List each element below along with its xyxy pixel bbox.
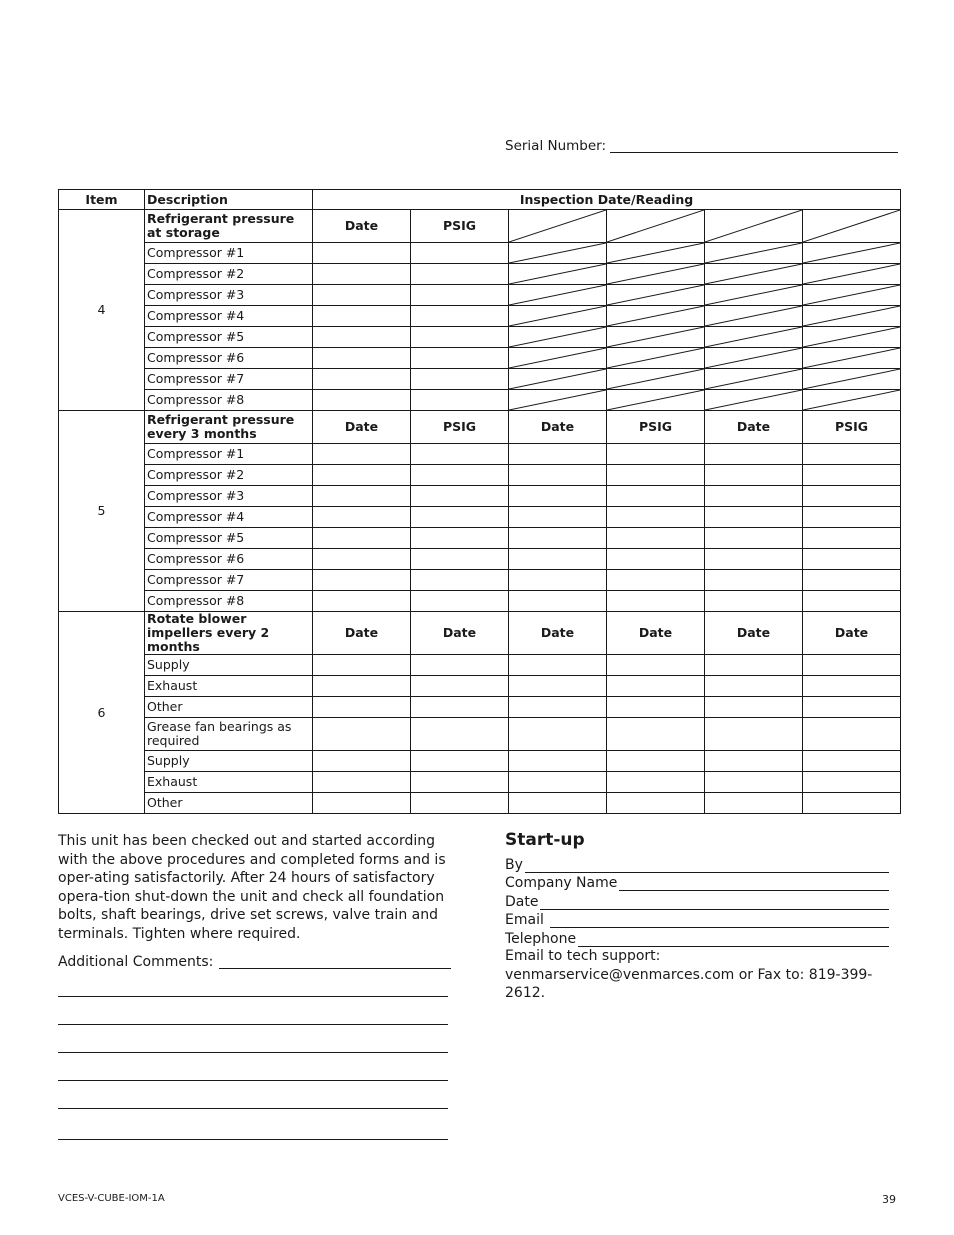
not-applicable-cell xyxy=(509,285,607,306)
not-applicable-cell xyxy=(705,390,803,411)
entry-cell[interactable] xyxy=(803,528,901,549)
not-applicable-cell xyxy=(509,348,607,369)
section-heading: Refrigerant pressure at storage xyxy=(145,210,313,243)
serial-number-line xyxy=(610,152,898,153)
entry-cell[interactable] xyxy=(803,751,901,772)
entry-cell[interactable] xyxy=(803,718,901,751)
row-description: Compressor #4 xyxy=(145,306,313,327)
entry-cell[interactable] xyxy=(705,591,803,612)
inspection-table xyxy=(58,189,901,814)
entry-cell[interactable] xyxy=(509,772,607,793)
entry-cell[interactable] xyxy=(313,327,411,348)
row-description: Compressor #7 xyxy=(145,570,313,591)
entry-cell[interactable] xyxy=(803,486,901,507)
not-applicable-cell xyxy=(607,390,705,411)
column-label: Date xyxy=(803,612,901,655)
comment-line xyxy=(58,1024,448,1025)
row-description: Compressor #6 xyxy=(145,348,313,369)
entry-cell[interactable] xyxy=(607,697,705,718)
entry-cell[interactable] xyxy=(803,549,901,570)
not-applicable-cell xyxy=(803,306,901,327)
entry-cell[interactable] xyxy=(607,465,705,486)
entry-cell[interactable] xyxy=(509,570,607,591)
not-applicable-cell xyxy=(509,243,607,264)
not-applicable-cell xyxy=(509,390,607,411)
not-applicable-cell xyxy=(803,264,901,285)
entry-cell[interactable] xyxy=(313,264,411,285)
entry-cell[interactable] xyxy=(411,348,509,369)
row-description: Compressor #1 xyxy=(145,444,313,465)
startup-field-company: Company Name xyxy=(505,873,889,892)
entry-cell[interactable] xyxy=(313,243,411,264)
entry-cell[interactable] xyxy=(803,591,901,612)
not-applicable-cell xyxy=(705,264,803,285)
entry-cell[interactable] xyxy=(411,570,509,591)
entry-cell[interactable] xyxy=(705,486,803,507)
not-applicable-cell xyxy=(803,210,901,243)
column-label: PSIG xyxy=(411,210,509,243)
entry-cell[interactable] xyxy=(803,655,901,676)
entry-cell[interactable] xyxy=(607,718,705,751)
not-applicable-cell xyxy=(607,327,705,348)
not-applicable-cell xyxy=(705,327,803,348)
not-applicable-cell xyxy=(509,306,607,327)
not-applicable-cell xyxy=(705,348,803,369)
entry-cell[interactable] xyxy=(803,676,901,697)
entry-cell[interactable] xyxy=(607,528,705,549)
entry-cell[interactable] xyxy=(411,369,509,390)
startup-field-telephone: Telephone xyxy=(505,928,889,947)
column-label: Date xyxy=(509,612,607,655)
entry-cell[interactable] xyxy=(411,327,509,348)
column-label: Date xyxy=(411,612,509,655)
not-applicable-cell xyxy=(509,369,607,390)
entry-cell[interactable] xyxy=(411,264,509,285)
column-label: Date xyxy=(313,411,411,444)
entry-cell[interactable] xyxy=(509,486,607,507)
comment-line xyxy=(58,1052,448,1053)
entry-cell[interactable] xyxy=(509,676,607,697)
row-description: Compressor #7 xyxy=(145,369,313,390)
entry-cell[interactable] xyxy=(509,465,607,486)
not-applicable-cell xyxy=(509,210,607,243)
row-description: Compressor #1 xyxy=(145,243,313,264)
entry-cell[interactable] xyxy=(509,528,607,549)
comment-line xyxy=(58,996,448,997)
entry-cell[interactable] xyxy=(705,718,803,751)
additional-comments xyxy=(58,954,451,970)
row-description: Other xyxy=(145,697,313,718)
row-description: Compressor #5 xyxy=(145,327,313,348)
row-description: Grease fan bearings as required xyxy=(145,718,313,751)
row-description: Exhaust xyxy=(145,772,313,793)
entry-cell[interactable] xyxy=(411,697,509,718)
not-applicable-cell xyxy=(607,285,705,306)
serial-number-field xyxy=(505,138,898,154)
column-label: Date xyxy=(705,411,803,444)
entry-cell[interactable] xyxy=(607,751,705,772)
entry-cell[interactable] xyxy=(803,697,901,718)
entry-cell[interactable] xyxy=(411,507,509,528)
column-label: Date xyxy=(313,612,411,655)
not-applicable-cell xyxy=(803,285,901,306)
entry-cell[interactable] xyxy=(313,655,411,676)
not-applicable-cell xyxy=(705,306,803,327)
column-label: PSIG xyxy=(607,411,705,444)
entry-cell[interactable] xyxy=(313,772,411,793)
header-inspection: Inspection Date/Reading xyxy=(313,190,901,210)
not-applicable-cell xyxy=(803,348,901,369)
document-id: VCES-V-CUBE-IOM-1A xyxy=(58,1193,165,1204)
entry-cell[interactable] xyxy=(509,591,607,612)
entry-cell[interactable] xyxy=(803,465,901,486)
entry-cell[interactable] xyxy=(313,369,411,390)
startup-field-date: Date xyxy=(505,891,889,910)
not-applicable-cell xyxy=(607,210,705,243)
startup-field-by: By xyxy=(505,854,889,873)
not-applicable-cell xyxy=(607,369,705,390)
not-applicable-cell xyxy=(705,210,803,243)
entry-cell[interactable] xyxy=(509,718,607,751)
entry-cell[interactable] xyxy=(313,697,411,718)
entry-cell[interactable] xyxy=(607,793,705,814)
entry-cell[interactable] xyxy=(411,591,509,612)
entry-cell[interactable] xyxy=(705,528,803,549)
row-description: Compressor #3 xyxy=(145,285,313,306)
row-description: Compressor #2 xyxy=(145,264,313,285)
entry-cell[interactable] xyxy=(411,285,509,306)
entry-cell[interactable] xyxy=(411,390,509,411)
not-applicable-cell xyxy=(803,327,901,348)
entry-cell[interactable] xyxy=(313,570,411,591)
entry-cell[interactable] xyxy=(803,793,901,814)
row-description: Other xyxy=(145,793,313,814)
entry-cell[interactable] xyxy=(313,793,411,814)
entry-cell[interactable] xyxy=(411,772,509,793)
row-description: Compressor #4 xyxy=(145,507,313,528)
item-number: 6 xyxy=(59,612,145,814)
row-description: Compressor #3 xyxy=(145,486,313,507)
not-applicable-cell xyxy=(705,285,803,306)
entry-cell[interactable] xyxy=(803,570,901,591)
not-applicable-cell xyxy=(607,348,705,369)
entry-cell[interactable] xyxy=(803,772,901,793)
startup-title: Start-up xyxy=(505,830,585,850)
entry-cell[interactable] xyxy=(509,793,607,814)
checkout-paragraph: This unit has been checked out and started according with the above procedures and completed forms and is oper-ating satisfactorily. After 24 hours of satisfactory opera-tion shut-down the unit and check all foundation bolts, shaft bearings, drive set screws, valve train and terminals. Tighten where required. xyxy=(58,833,446,942)
row-description: Supply xyxy=(145,655,313,676)
entry-cell[interactable] xyxy=(313,591,411,612)
column-label: Date xyxy=(705,612,803,655)
comment-line xyxy=(58,1139,448,1140)
row-description: Supply xyxy=(145,751,313,772)
entry-cell[interactable] xyxy=(411,751,509,772)
entry-cell[interactable] xyxy=(607,591,705,612)
entry-cell[interactable] xyxy=(607,549,705,570)
entry-cell[interactable] xyxy=(607,486,705,507)
section-heading: Refrigerant pressure every 3 months xyxy=(145,411,313,444)
not-applicable-cell xyxy=(509,327,607,348)
additional-comments-label: Additional Comments: xyxy=(58,954,214,970)
entry-cell[interactable] xyxy=(313,465,411,486)
not-applicable-cell xyxy=(705,243,803,264)
entry-cell[interactable] xyxy=(411,676,509,697)
entry-cell[interactable] xyxy=(313,549,411,570)
not-applicable-cell xyxy=(803,369,901,390)
column-label: Date xyxy=(313,210,411,243)
entry-cell[interactable] xyxy=(411,243,509,264)
column-label: Date xyxy=(607,612,705,655)
entry-cell[interactable] xyxy=(509,444,607,465)
entry-cell[interactable] xyxy=(411,465,509,486)
entry-cell[interactable] xyxy=(313,486,411,507)
not-applicable-cell xyxy=(509,264,607,285)
entry-cell[interactable] xyxy=(411,655,509,676)
comment-line xyxy=(58,1108,448,1109)
entry-cell[interactable] xyxy=(313,528,411,549)
entry-cell[interactable] xyxy=(607,655,705,676)
entry-cell[interactable] xyxy=(607,676,705,697)
section-heading: Rotate blower impellers every 2 months xyxy=(145,612,313,655)
item-number: 4 xyxy=(59,210,145,411)
entry-cell[interactable] xyxy=(313,718,411,751)
entry-cell[interactable] xyxy=(705,465,803,486)
entry-cell[interactable] xyxy=(411,718,509,751)
column-label: PSIG xyxy=(803,411,901,444)
entry-cell[interactable] xyxy=(313,751,411,772)
item-number: 5 xyxy=(59,411,145,612)
entry-cell[interactable] xyxy=(705,655,803,676)
entry-cell[interactable] xyxy=(509,751,607,772)
entry-cell[interactable] xyxy=(313,507,411,528)
not-applicable-cell xyxy=(803,243,901,264)
not-applicable-cell xyxy=(607,243,705,264)
row-description: Exhaust xyxy=(145,676,313,697)
row-description: Compressor #6 xyxy=(145,549,313,570)
not-applicable-cell xyxy=(803,390,901,411)
entry-cell[interactable] xyxy=(803,507,901,528)
entry-cell[interactable] xyxy=(313,285,411,306)
entry-cell[interactable] xyxy=(705,793,803,814)
column-label: Date xyxy=(509,411,607,444)
row-description: Compressor #8 xyxy=(145,591,313,612)
entry-cell[interactable] xyxy=(313,348,411,369)
not-applicable-cell xyxy=(607,264,705,285)
support-contact: Email to tech support: venmarservice@venmarces.com or Fax to: 819-399-2612. xyxy=(505,947,873,1002)
entry-cell[interactable] xyxy=(313,390,411,411)
comment-line xyxy=(58,1080,448,1081)
entry-cell[interactable] xyxy=(705,570,803,591)
entry-cell[interactable] xyxy=(411,793,509,814)
entry-cell[interactable] xyxy=(705,444,803,465)
entry-cell[interactable] xyxy=(411,444,509,465)
entry-cell[interactable] xyxy=(313,676,411,697)
page-number: 39 xyxy=(882,1193,896,1206)
entry-cell[interactable] xyxy=(411,528,509,549)
entry-cell[interactable] xyxy=(313,306,411,327)
entry-cell[interactable] xyxy=(313,444,411,465)
entry-cell[interactable] xyxy=(411,486,509,507)
entry-cell[interactable] xyxy=(509,507,607,528)
entry-cell[interactable] xyxy=(411,549,509,570)
column-label: PSIG xyxy=(411,411,509,444)
row-description: Compressor #8 xyxy=(145,390,313,411)
row-description: Compressor #5 xyxy=(145,528,313,549)
entry-cell[interactable] xyxy=(607,444,705,465)
entry-cell[interactable] xyxy=(705,507,803,528)
entry-cell[interactable] xyxy=(607,570,705,591)
entry-cell[interactable] xyxy=(607,772,705,793)
header-description: Description xyxy=(145,190,313,210)
startup-field-email: Email xyxy=(505,910,889,929)
not-applicable-cell xyxy=(705,369,803,390)
entry-cell[interactable] xyxy=(705,676,803,697)
entry-cell[interactable] xyxy=(509,697,607,718)
entry-cell[interactable] xyxy=(705,697,803,718)
entry-cell[interactable] xyxy=(509,549,607,570)
entry-cell[interactable] xyxy=(705,772,803,793)
entry-cell[interactable] xyxy=(607,507,705,528)
entry-cell[interactable] xyxy=(411,306,509,327)
comment-line xyxy=(219,968,451,969)
entry-cell[interactable] xyxy=(509,655,607,676)
not-applicable-cell xyxy=(607,306,705,327)
row-description: Compressor #2 xyxy=(145,465,313,486)
entry-cell[interactable] xyxy=(705,549,803,570)
serial-number-label: Serial Number: xyxy=(505,138,607,154)
entry-cell[interactable] xyxy=(803,444,901,465)
entry-cell[interactable] xyxy=(705,751,803,772)
startup-section xyxy=(505,830,889,1003)
header-item: Item xyxy=(59,190,145,210)
